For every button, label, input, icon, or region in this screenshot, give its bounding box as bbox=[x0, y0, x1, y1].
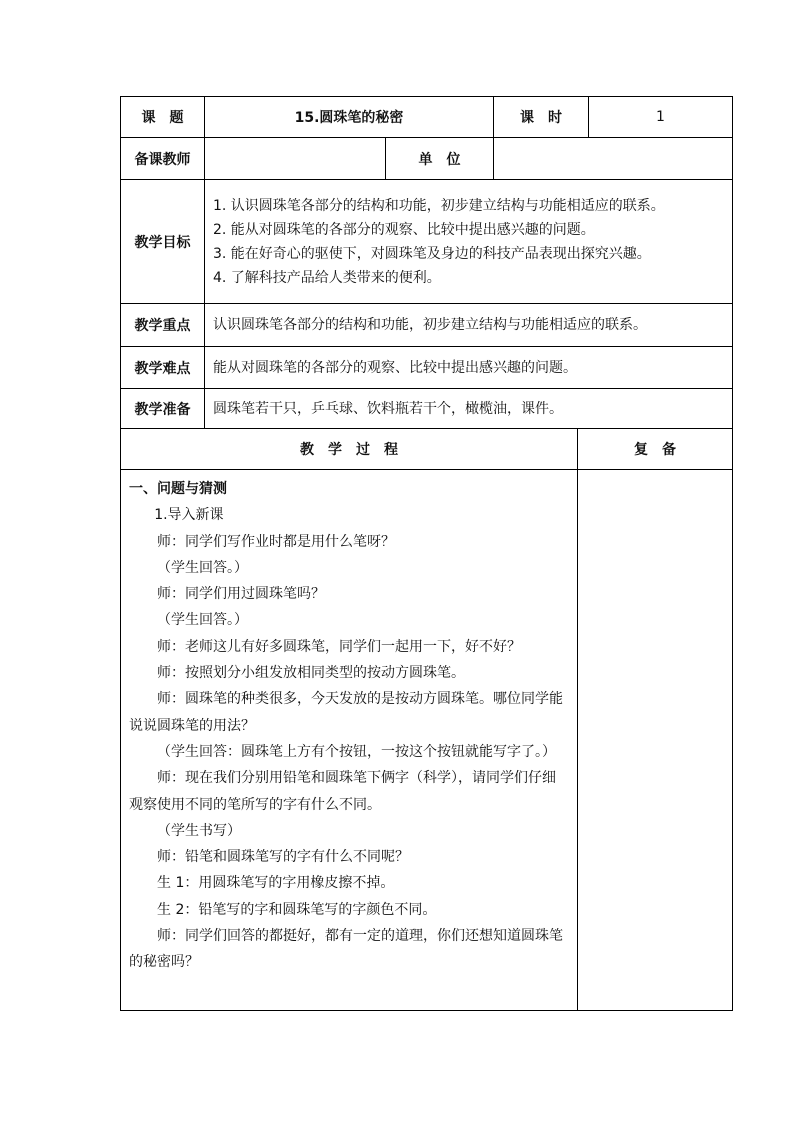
goal-item: 3. 能在好奇心的驱使下，对圆珠笔及身边的科技产品表现出探究兴趣。 bbox=[213, 245, 651, 262]
section-title: 一、问题与猜测 bbox=[129, 481, 227, 497]
topic-value: 15.圆珠笔的秘密 bbox=[205, 97, 494, 137]
paragraph: （学生回答：圆珠笔上方有个按钮，一按这个按钮就能写字了。） bbox=[157, 743, 556, 760]
review-header: 复备 bbox=[634, 442, 690, 458]
key-point-value: 认识圆珠笔各部分的结构和功能，初步建立结构与功能相适应的联系。 bbox=[213, 317, 647, 333]
row-difficulty bbox=[120, 347, 733, 389]
goals-label: 教学目标 bbox=[121, 180, 205, 303]
paragraph: 师：圆珠笔的种类很多，今天发放的是按动方圆珠笔。哪位同学能说说圆珠笔的用法？ bbox=[129, 691, 563, 734]
paragraph: （学生书写） bbox=[157, 822, 241, 839]
sub-title: 1.导入新课 bbox=[154, 507, 224, 524]
period-label: 课 时 bbox=[494, 97, 589, 137]
process-content bbox=[121, 470, 578, 1010]
paragraph: 师：同学们回答的都挺好，都有一定的道理，你们还想知道圆珠笔的秘密吗？ bbox=[129, 928, 563, 971]
paragraph: 师：按照划分小组发放相同类型的按动方圆珠笔。 bbox=[157, 665, 465, 682]
paragraph: （学生回答。） bbox=[157, 612, 248, 629]
preparation-label: 教学准备 bbox=[121, 389, 205, 428]
topic-label: 课 题 bbox=[121, 97, 205, 137]
goals-list bbox=[205, 180, 732, 303]
paragraph: （学生回答。） bbox=[157, 559, 248, 576]
process-header: 教学过程 bbox=[121, 429, 578, 469]
row-topic bbox=[120, 96, 733, 138]
unit-label: 单 位 bbox=[386, 138, 494, 179]
paragraph: 师：同学们用过圆珠笔吗？ bbox=[157, 586, 325, 603]
teacher-label: 备课教师 bbox=[121, 138, 205, 179]
goal-item: 4. 了解科技产品给人类带来的便利。 bbox=[213, 269, 441, 286]
paragraph: 生 2：铅笔写的字和圆珠笔写的字颜色不同。 bbox=[157, 901, 437, 918]
goal-item: 2. 能从对圆珠笔的各部分的观察、比较中提出感兴趣的问题。 bbox=[213, 221, 595, 238]
preparation-value: 圆珠笔若干只，乒乓球、饮料瓶若干个，橄榄油，课件。 bbox=[213, 400, 563, 417]
row-preparation bbox=[120, 389, 733, 429]
row-key-point bbox=[120, 304, 733, 347]
paragraph: 生 1：用圆珠笔写的字用橡皮擦不掉。 bbox=[157, 875, 395, 892]
difficulty-value: 能从对圆珠笔的各部分的观察、比较中提出感兴趣的问题。 bbox=[213, 359, 577, 376]
difficulty-label: 教学难点 bbox=[121, 347, 205, 388]
paragraph: 师：同学们写作业时都是用什么笔呀？ bbox=[157, 533, 395, 550]
review-column bbox=[578, 470, 732, 1010]
teacher-value bbox=[205, 138, 386, 179]
lesson-plan-table bbox=[120, 96, 733, 1011]
row-process-header bbox=[120, 429, 733, 470]
key-point-label: 教学重点 bbox=[121, 304, 205, 346]
unit-value bbox=[494, 138, 732, 179]
row-goals bbox=[120, 180, 733, 304]
goal-item: 1. 认识圆珠笔各部分的结构和功能，初步建立结构与功能相适应的联系。 bbox=[213, 197, 665, 214]
paragraph: 师：铅笔和圆珠笔写的字有什么不同呢？ bbox=[157, 849, 409, 866]
paragraph: 师：老师这儿有好多圆珠笔，同学们一起用一下，好不好？ bbox=[157, 638, 521, 655]
process-body bbox=[120, 470, 733, 1011]
paragraph: 师：现在我们分别用铅笔和圆珠笔下俩字（科学），请同学们仔细观察使用不同的笔所写的字有什么不同。 bbox=[129, 770, 556, 813]
period-value: 1 bbox=[656, 109, 665, 125]
row-teacher bbox=[120, 138, 733, 180]
